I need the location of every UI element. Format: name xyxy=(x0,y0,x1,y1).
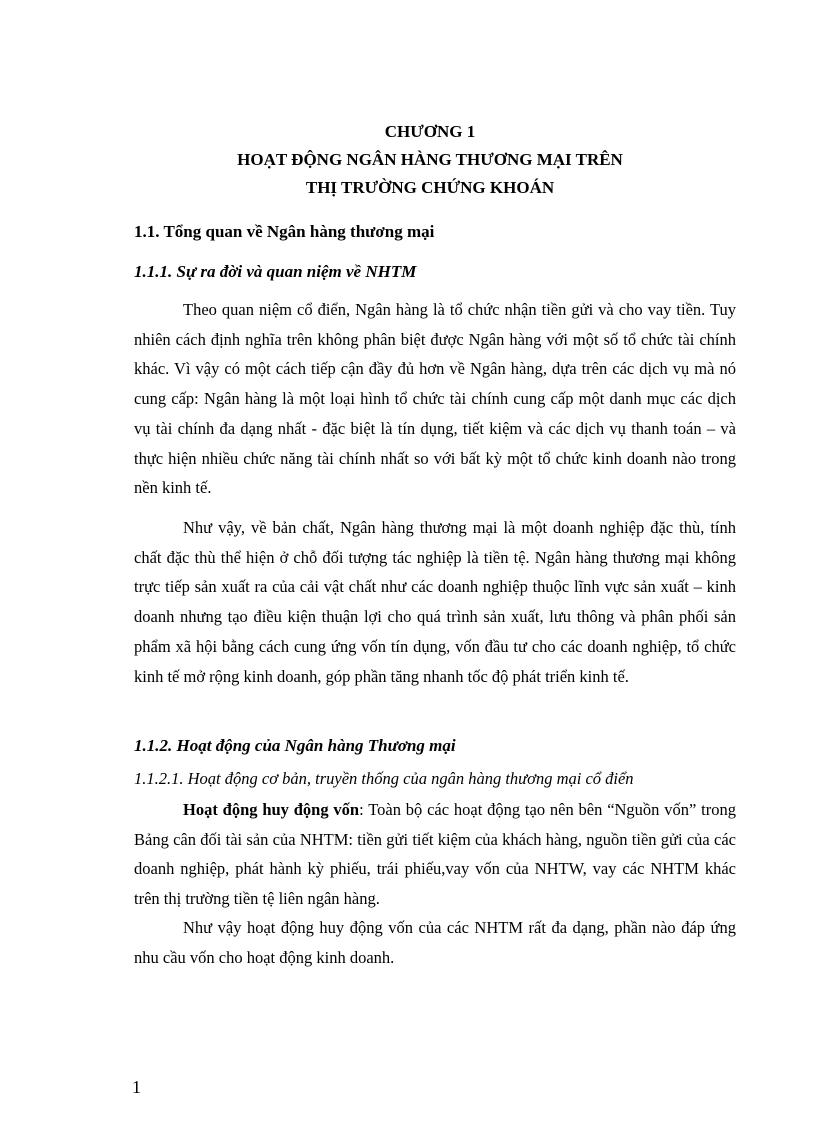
paragraph-1-1-1-a: Theo quan niệm cổ điển, Ngân hàng là tổ chức nhận tiền gửi và cho vay tiền. Tuy nhiên cách định nghĩa trên không phân biệt được Ngân hàng với một số tổ chức tài chính khác. Vì vậy có một cách tiếp cận đầy đủ hơn về Ngân hàng, dựa trên các dịch vụ mà nó cung cấp: Ngân hàng là một loại hình tổ chức tài chính cung cấp một danh mục các dịch vụ tài chính đa dạng nhất - đặc biệt là tín dụng, tiết kiệm và các dịch vụ thanh toán – và thực hiện nhiều chức năng tài chính nhất so với bất kỳ một tổ chức kinh doanh nào trong nền kinh tế. xyxy=(134,300,736,498)
section-heading-1-1: 1.1. Tổng quan về Ngân hàng thương mại xyxy=(134,222,435,241)
section-heading-1-1-1: 1.1.1. Sự ra đời và quan niệm về NHTM xyxy=(134,262,417,281)
page-number: 1 xyxy=(132,1077,141,1097)
chapter-title-line-2: THỊ TRƯỜNG CHỨNG KHOÁN xyxy=(305,178,555,197)
bold-term-huy-dong-von: Hoạt động huy động vốn xyxy=(183,800,360,819)
paragraph-huy-dong-von-conclusion: Như vậy hoạt động huy động vốn của các NHTM rất đa dạng, phần nào đáp ứng nhu cầu vốn cho hoạt động kinh doanh. xyxy=(134,918,736,967)
paragraph-huy-dong-von-text: : Toàn bộ các hoạt động tạo nên bên “Nguồn vốn” trong Bảng cân đối tài sản của NHTM: tiền gửi tiết kiệm của khách hàng, nguồn tiền gửi của các doanh nghiệp, phát hành kỳ phiếu, trái phiếu,vay vốn của NHTW, vay các NHTM khác trên thị trường tiền tệ liên ngân hàng. xyxy=(134,800,736,909)
subsection-heading-1-1-2-1: 1.1.2.1. Hoạt động cơ bản, truyền thống của ngân hàng thương mại cổ điển xyxy=(134,769,634,788)
chapter-title-block xyxy=(130,118,730,202)
chapter-number: CHƯƠNG 1 xyxy=(384,122,476,141)
paragraph-1-1-1-b: Như vậy, về bản chất, Ngân hàng thương mại là một doanh nghiệp đặc thù, tính chất đặc thù thể hiện ở chỗ đối tượng tác nghiệp là tiền tệ. Ngân hàng thương mại không trực tiếp sản xuất ra của cải vật chất như các doanh nghiệp thuộc lĩnh vực sản xuất – kinh doanh nhưng tạo điều kiện thuận lợi cho quá trình sản xuất, lưu thông và phân phối sản phẩm xã hội bằng cách cung ứng vốn tín dụng, vốn đầu tư cho các doanh nghiệp, tổ chức kinh tế mở rộng kinh doanh, góp phần tăng nhanh tốc độ phát triển kinh tế. xyxy=(134,518,736,686)
paragraph-huy-dong-von xyxy=(134,795,736,914)
section-heading-1-1-2: 1.1.2. Hoạt động của Ngân hàng Thương mại xyxy=(134,736,456,755)
chapter-title-line-1: HOẠT ĐỘNG NGÂN HÀNG THƯƠNG MẠI TRÊN xyxy=(237,150,623,169)
